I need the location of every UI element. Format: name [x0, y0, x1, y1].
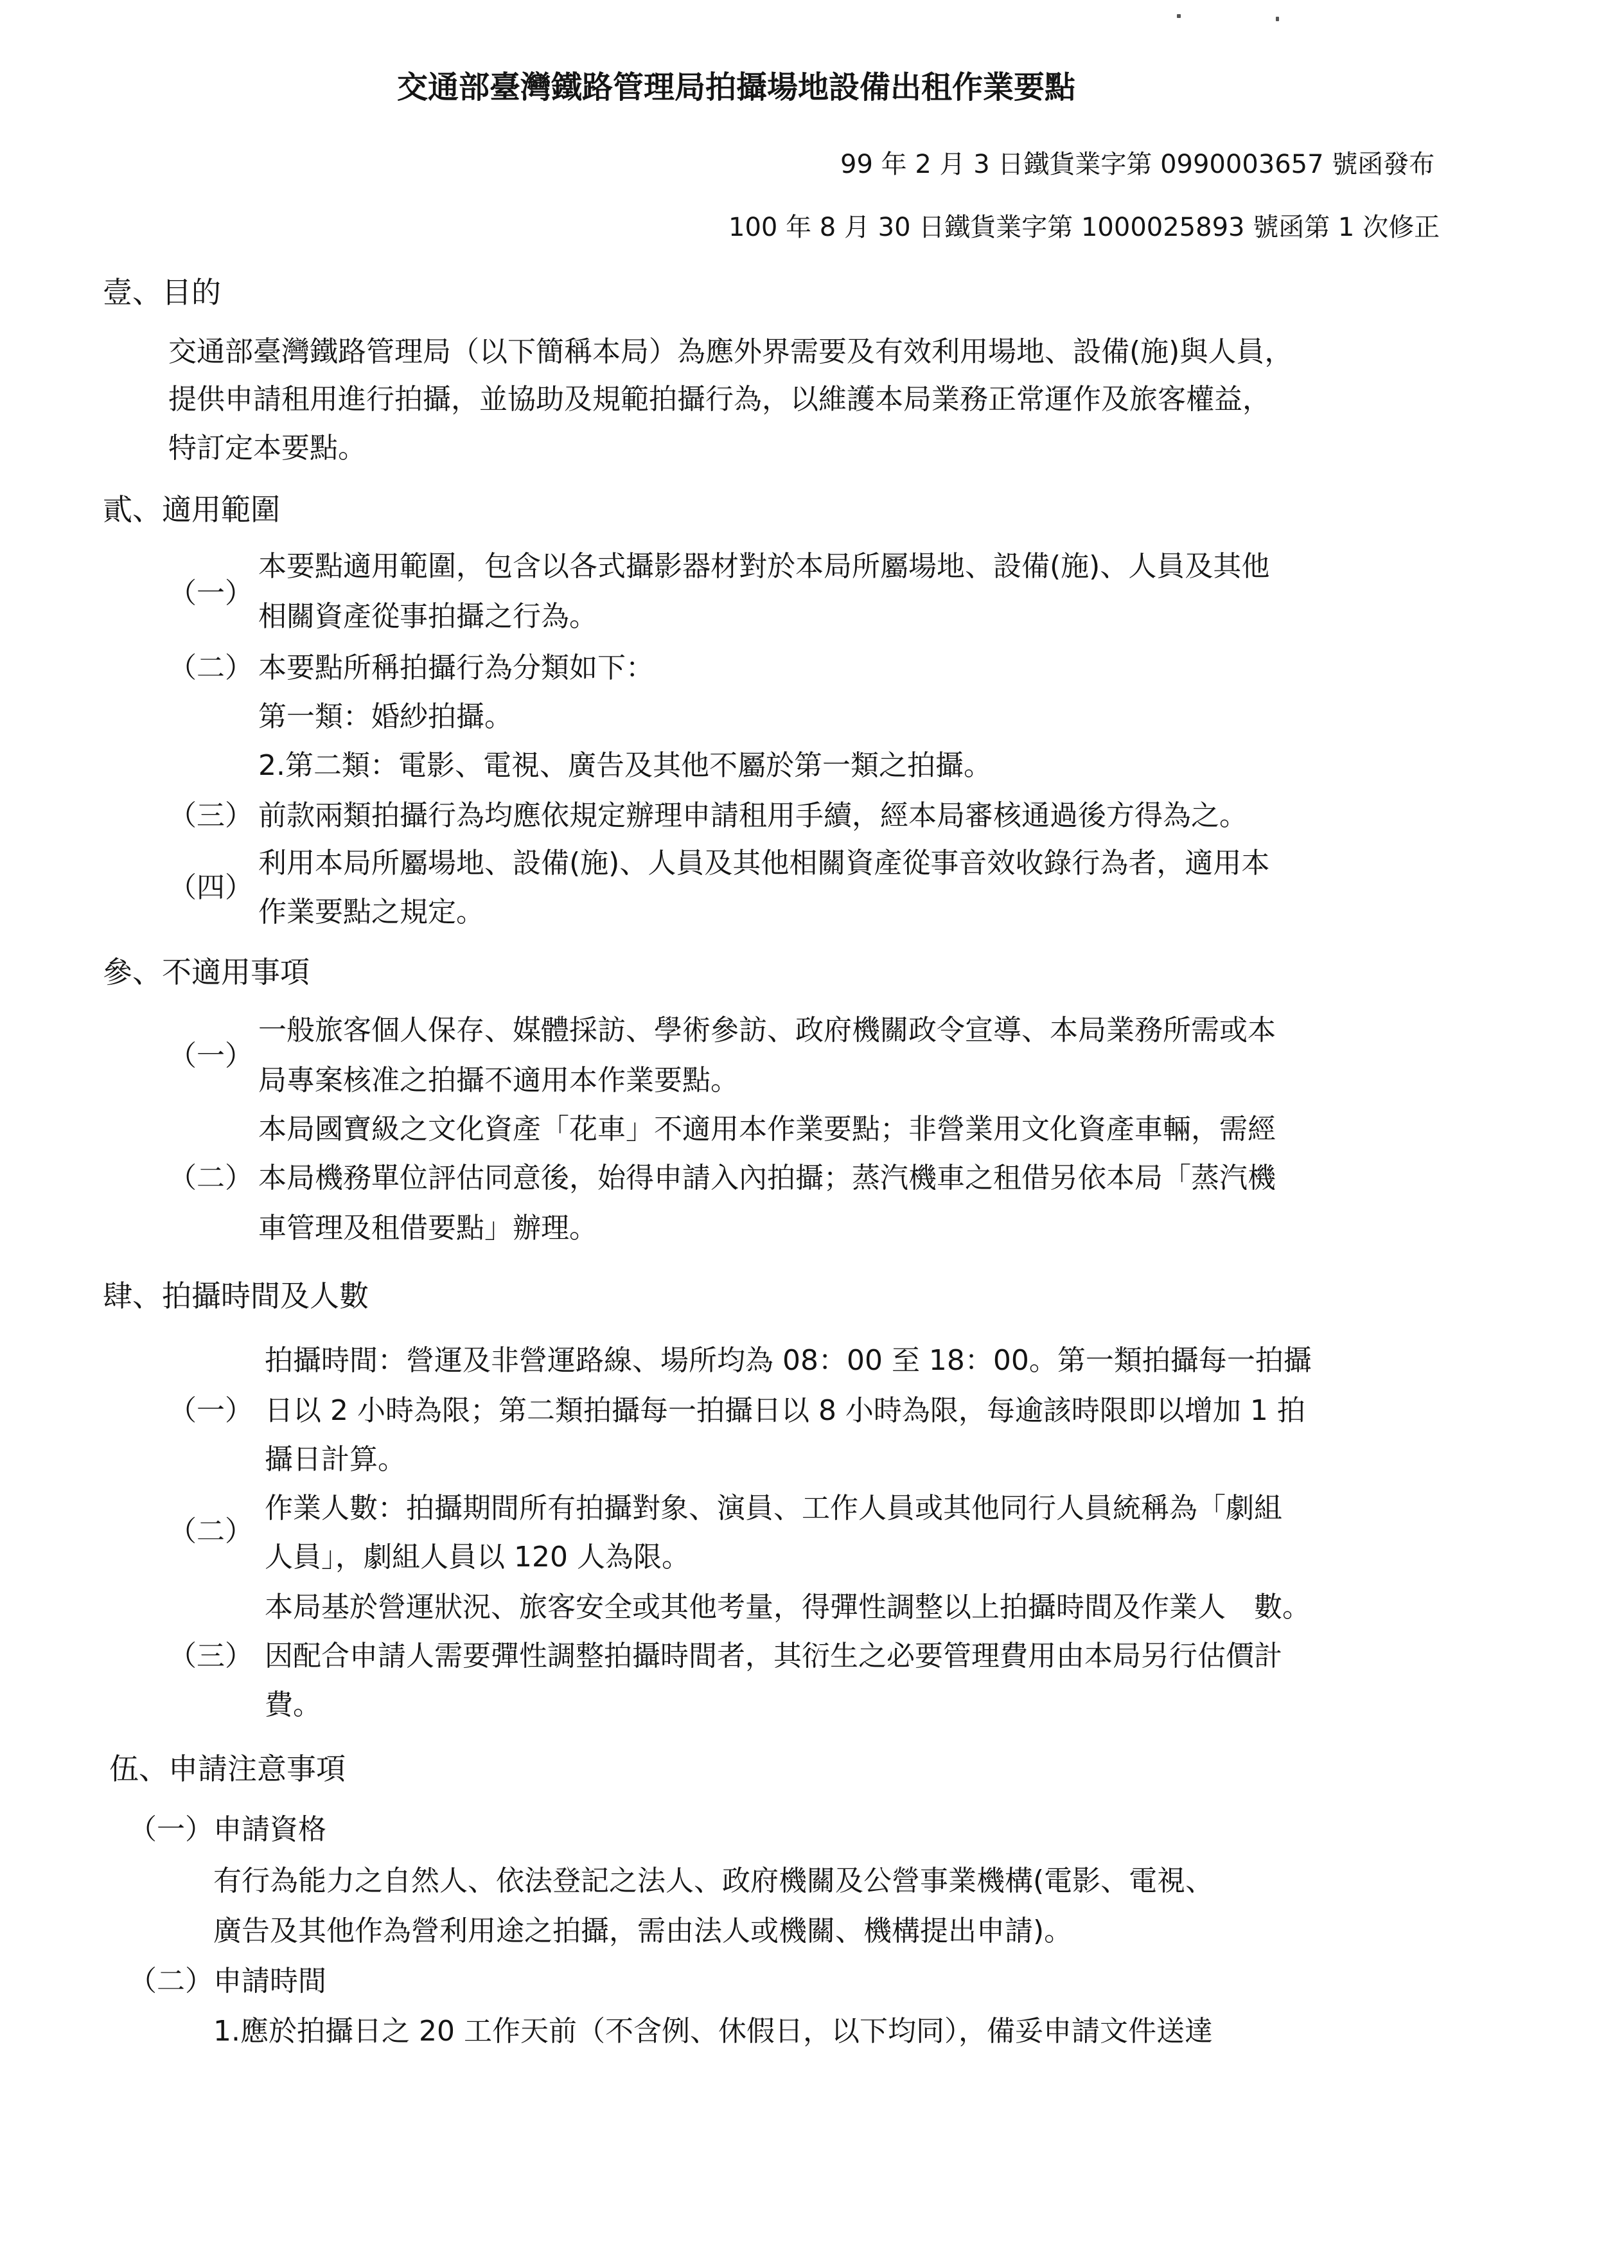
item-line: 車管理及租借要點」辦理。: [258, 1212, 597, 1245]
item-line: 利用本局所屬場地、設備(施)、人員及其他相關資產從事音效收錄行為者，適用本: [258, 847, 1270, 880]
item-line: 作業人數：拍攝期間所有拍攝對象、演員、工作人員或其他同行人員統稱為「劇組: [265, 1492, 1282, 1525]
section-heading: 貳、適用範圍: [103, 492, 280, 527]
item-number: （一）: [168, 577, 253, 610]
item-line: 局專案核准之拍攝不適用本作業要點。: [258, 1064, 739, 1097]
subsection-heading: （一）申請資格: [128, 1813, 326, 1846]
item-line: 拍攝時間：營運及非營運路線、場所均為 08：00 至 18：00。第一類拍攝每一拍攝: [265, 1344, 1312, 1377]
item-line: 相關資產從事拍攝之行為。: [258, 600, 597, 633]
item-number: （一）: [168, 1040, 253, 1072]
section-heading: 伍、申請注意事項: [109, 1751, 346, 1786]
item-number: （三）: [168, 1640, 253, 1672]
item-number: （二）: [168, 651, 253, 684]
document-title: 交通部臺灣鐵路管理局拍攝場地設備出租作業要點: [397, 69, 1076, 105]
section-heading: 參、不適用事項: [103, 955, 310, 989]
subsection-line: 1.應於拍攝日之 20 工作天前（不含例、休假日，以下均同），備妥申請文件送達: [213, 2015, 1213, 2048]
item-line: 因配合申請人需要彈性調整拍攝時間者，其衍生之必要管理費用由本局另行估價計: [265, 1640, 1282, 1672]
item-line: 作業要點之規定。: [258, 896, 484, 928]
subsection-line: 廣告及其他作為營利用途之拍攝，需由法人或機關、機構提出申請)。: [213, 1915, 1073, 1947]
item-line: 本局國寶級之文化資產「花車」不適用本作業要點；非營業用文化資產車輛，需經: [258, 1113, 1276, 1146]
item-line: 本要點適用範圍，包含以各式攝影器材對於本局所屬場地、設備(施)、人員及其他: [258, 550, 1270, 583]
item-number: （三）: [168, 799, 253, 832]
item-line: 費。: [265, 1688, 321, 1721]
paragraph-line: 特訂定本要點。: [168, 432, 366, 465]
paragraph-line: 提供申請租用進行拍攝，並協助及規範拍攝行為，以維護本局業務正常運作及旅客權益，: [168, 383, 1271, 416]
publication-line: 100 年 8 月 30 日鐵貨業字第 1000025893 號函第 1 次修正: [728, 213, 1440, 242]
item-number: （一）: [168, 1394, 253, 1427]
subsection-heading: （二）申請時間: [128, 1965, 326, 1998]
scan-speck: [1276, 17, 1279, 21]
item-line: 2.第二類：電影、電視、廣告及其他不屬於第一類之拍攝。: [258, 749, 992, 782]
paragraph-line: 交通部臺灣鐵路管理局（以下簡稱本局）為應外界需要及有效利用場地、設備(施)與人員，: [168, 335, 1293, 368]
item-line: 一般旅客個人保存、媒體採訪、學術參訪、政府機關政令宣導、本局業務所需或本: [258, 1014, 1276, 1047]
publication-line: 99 年 2 月 3 日鐵貨業字第 0990003657 號函發布: [840, 150, 1435, 179]
item-line: 人員」，劇組人員以 120 人為限。: [265, 1541, 690, 1573]
item-line: 本局基於營運狀況、旅客安全或其他考量，得彈性調整以上拍攝時間及作業人 數。: [265, 1591, 1311, 1624]
item-line: 日以 2 小時為限；第二類拍攝每一拍攝日以 8 小時為限，每逾該時限即以增加 1 拍: [265, 1394, 1305, 1427]
section-heading: 壹、目的: [103, 275, 221, 310]
item-number: （四）: [168, 871, 253, 904]
item-line: 第一類：婚紗拍攝。: [258, 700, 513, 733]
item-line: 本要點所稱拍攝行為分類如下：: [258, 651, 654, 684]
item-line: 本局機務單位評估同意後，始得申請入內拍攝；蒸汽機車之租借另依本局「蒸汽機: [258, 1162, 1276, 1194]
item-number: （二）: [168, 1162, 253, 1194]
section-heading: 肆、拍攝時間及人數: [103, 1279, 369, 1313]
subsection-line: 有行為能力之自然人、依法登記之法人、政府機關及公營事業機構(電影、電視、: [213, 1865, 1214, 1897]
scan-speck: [1177, 14, 1181, 18]
item-line: 前款兩類拍攝行為均應依規定辦理申請租用手續，經本局審核通過後方得為之。: [258, 799, 1248, 832]
item-number: （二）: [168, 1515, 253, 1548]
item-line: 攝日計算。: [265, 1443, 406, 1476]
